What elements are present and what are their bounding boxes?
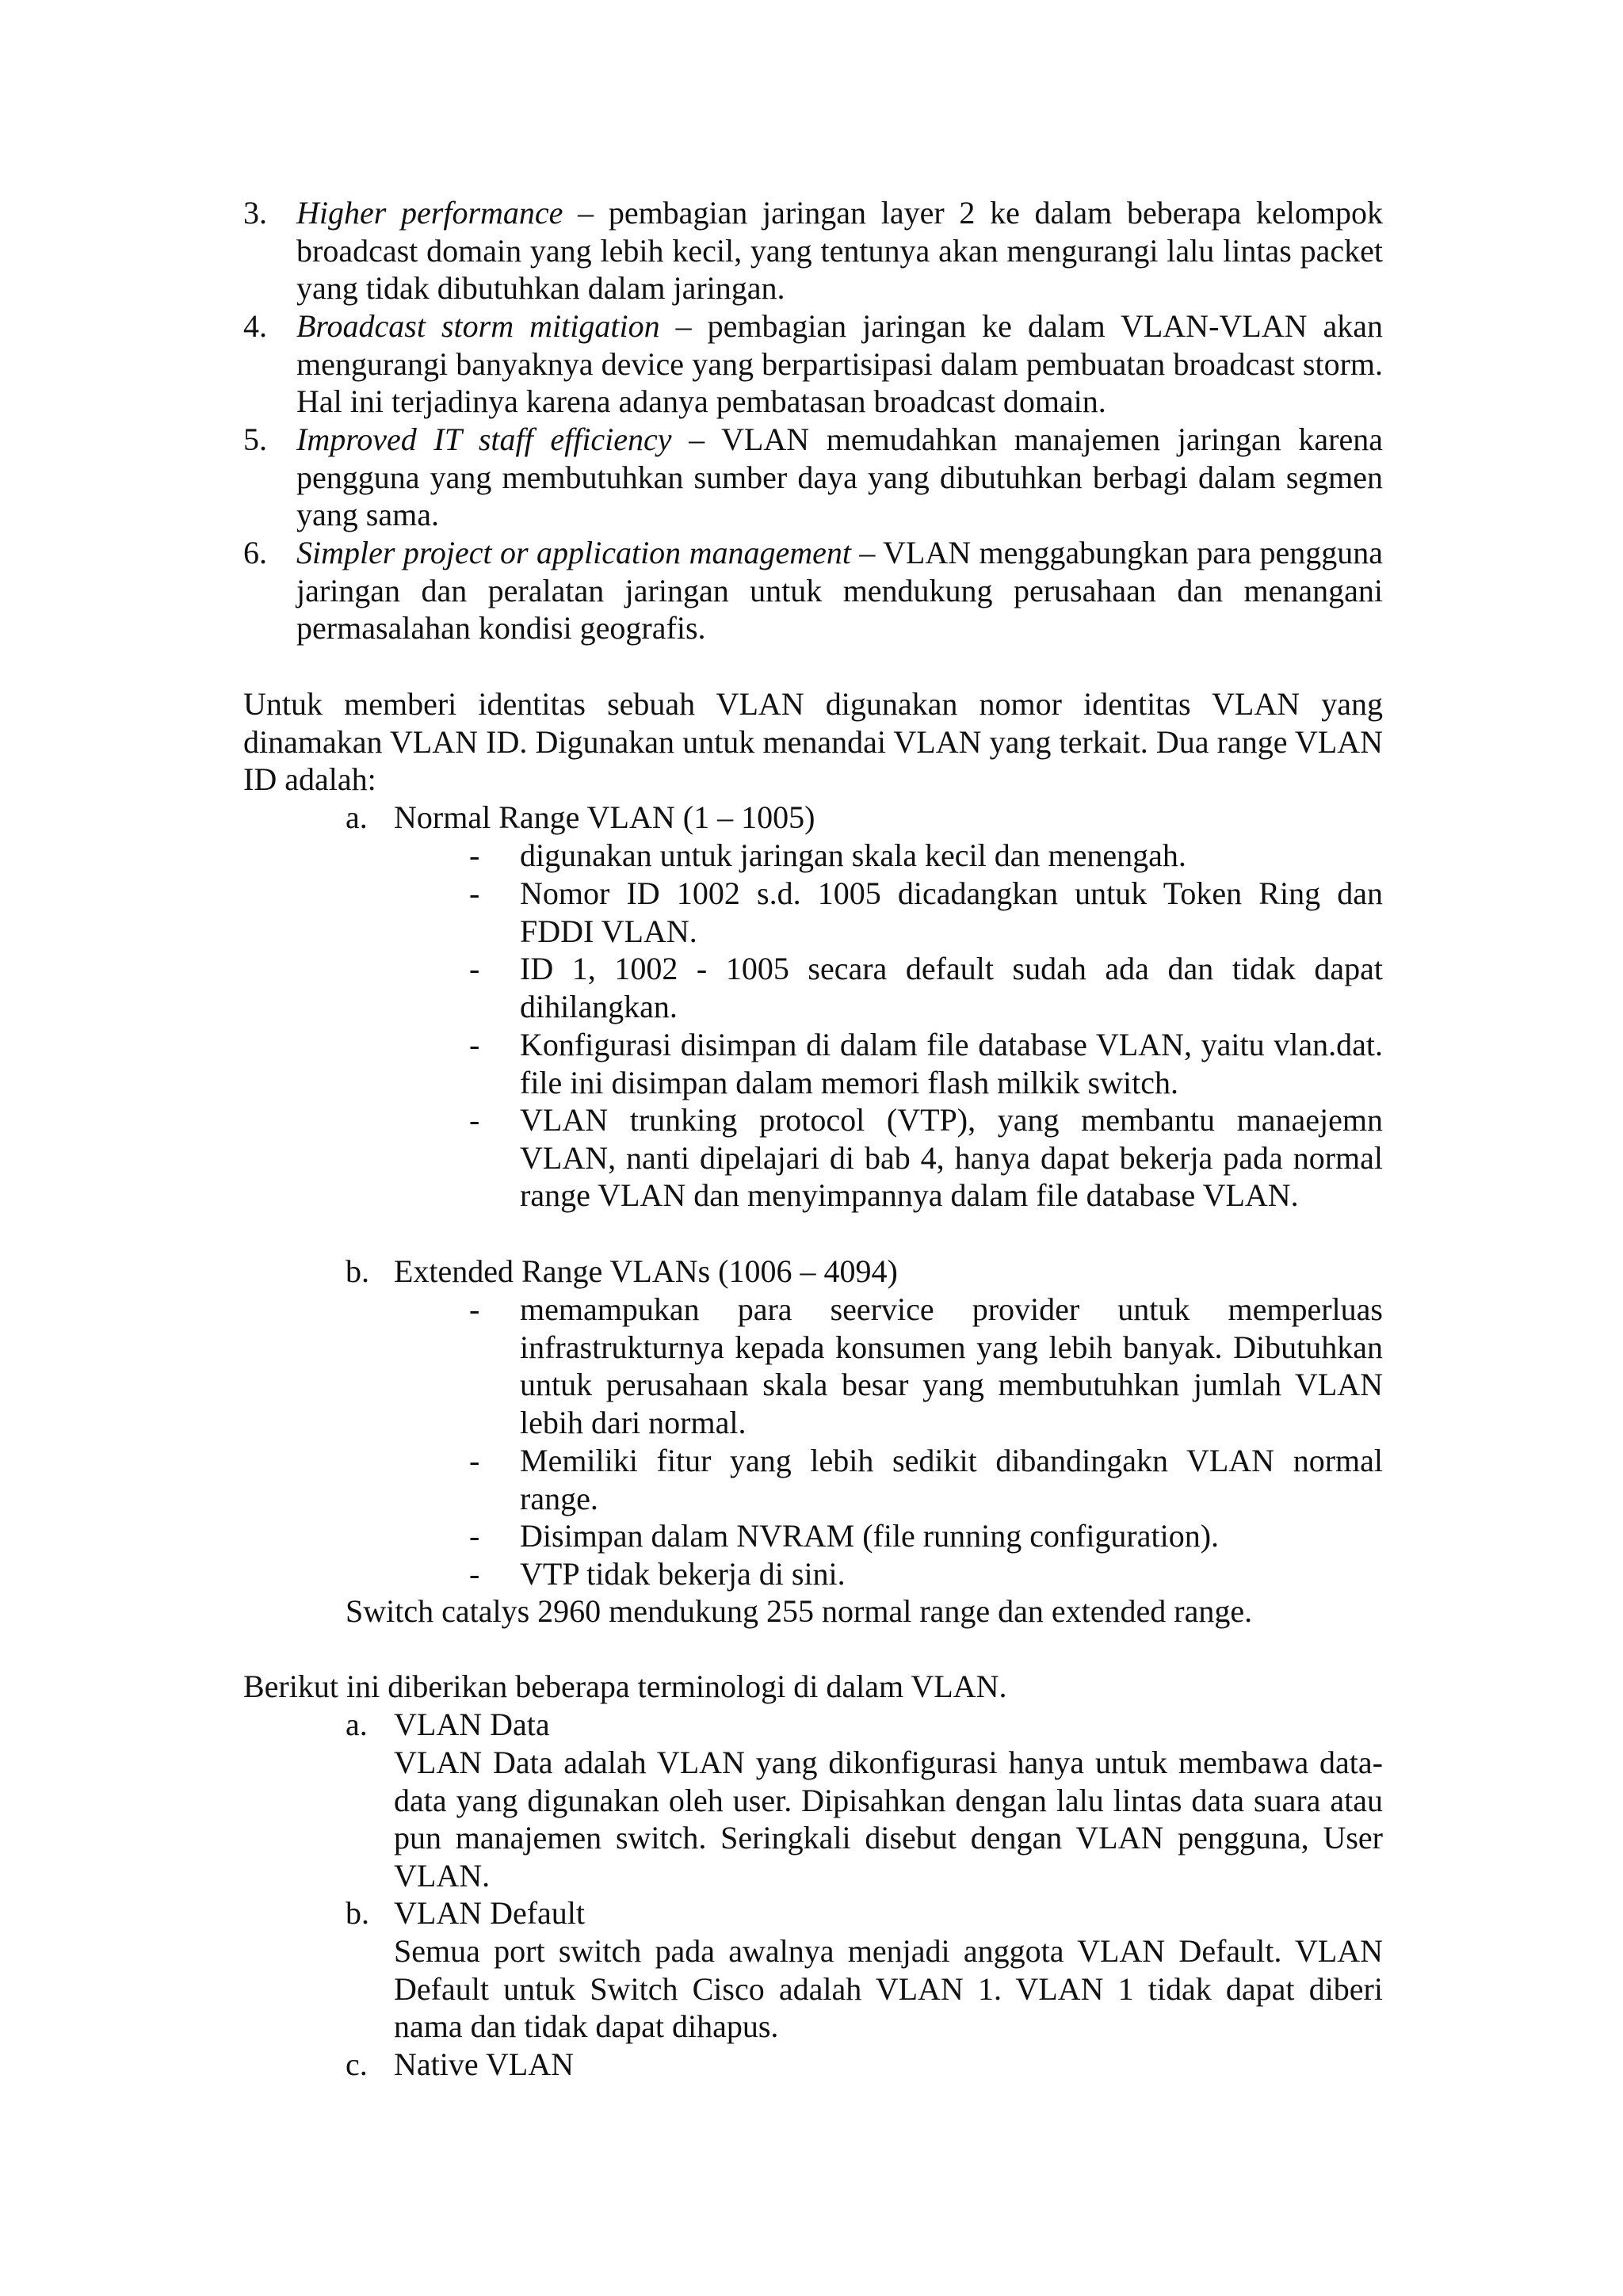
extended-range-item [469, 1442, 1383, 1517]
benefit-term: Broadcast storm mitigation [296, 308, 660, 344]
normal-range-item-text: VLAN trunking protocol (VTP), yang membantu manaejemn VLAN, nanti dipelajari di bab 4, hanya dapat bekerja pada normal range VLAN dan menyimpannya dalam file database VLAN. [520, 1102, 1383, 1213]
list-item-body [296, 534, 1383, 647]
extended-range-item [469, 1291, 1383, 1441]
normal-range-item-text: Konfigurasi disimpan di dalam file database VLAN, yaitu vlan.dat. file ini disimpan dalam memori flash milkik switch. [520, 1027, 1383, 1100]
normal-range-item [469, 837, 1383, 875]
list-number: 6. [243, 535, 267, 570]
dash-bullet: - [469, 951, 480, 986]
term-heading-native-vlan [346, 2046, 1383, 2084]
benefit-item-5 [243, 421, 1383, 534]
extended-range-item-text: Memiliki fitur yang lebih sedikit dibandingakn VLAN normal range. [520, 1443, 1383, 1516]
list-item-body [296, 307, 1383, 421]
extended-range-item-text: VTP tidak bekerja di sini. [520, 1556, 846, 1592]
term-heading-vlan-default [346, 1894, 1383, 1932]
term-label: VLAN Data [394, 1707, 550, 1742]
dash-bullet: - [469, 1518, 480, 1554]
list-letter: b. [346, 1895, 369, 1931]
dash-bullet: - [469, 875, 480, 911]
benefit-item-6 [243, 534, 1383, 647]
extended-range-item [469, 1555, 1383, 1593]
benefit-term: Improved IT staff efficiency [296, 421, 672, 457]
normal-range-item [469, 875, 1383, 950]
list-number: 4. [243, 308, 267, 344]
terminology-intro: Berikut ini diberikan beberapa terminologi di dalam VLAN. [243, 1669, 1007, 1704]
benefit-text: – pembagian jaringan ke dalam VLAN-VLAN akan mengurangi banyaknya device yang berpartisipasi dalam pembuatan broadcast storm. Hal ini terjadinya karena adanya pembatasan broadcast domain. [296, 308, 1383, 419]
switch-note: Switch catalys 2960 mendukung 255 normal range dan extended range. [346, 1593, 1253, 1629]
list-letter: c. [346, 2046, 368, 2082]
list-letter: a. [346, 1707, 368, 1742]
benefit-term: Simpler project or application management [296, 535, 851, 570]
benefit-term: Higher performance [296, 195, 563, 231]
dash-bullet: - [469, 1556, 480, 1592]
benefit-item-4 [243, 307, 1383, 421]
normal-range-item [469, 1026, 1383, 1101]
benefit-text: – pembagian jaringan layer 2 ke dalam beberapa kelompok broadcast domain yang lebih kecil, yang tentunya akan mengurangi lalu lintas packet yang tidak dibutuhkan dalam jaringan. [296, 195, 1383, 306]
dash-bullet: - [469, 837, 480, 873]
term-label: VLAN Default [394, 1895, 586, 1931]
term-label: Native VLAN [394, 2046, 574, 2082]
normal-range-heading [346, 799, 1383, 837]
list-item-body [296, 194, 1383, 307]
term-description-vlan-data: VLAN Data adalah VLAN yang dikonfigurasi hanya untuk membawa data-data yang digunakan oleh user. Dipisahkan dengan lalu lintas data suara atau pun manajemen switch. Seringkali disebut dengan VLAN pengguna, User VLAN. [394, 1745, 1383, 1894]
dash-bullet: - [469, 1443, 480, 1478]
term-heading-vlan-data [346, 1706, 1383, 1744]
benefit-text: – VLAN memudahkan manajemen jaringan karena pengguna yang membutuhkan sumber daya yang dibutuhkan berbagi dalam segmen yang sama. [296, 421, 1383, 532]
dash-bullet: - [469, 1102, 480, 1138]
dash-bullet: - [469, 1291, 480, 1327]
extended-range-heading [346, 1253, 1383, 1291]
benefit-item-3 [243, 194, 1383, 307]
dash-bullet: - [469, 1027, 480, 1062]
term-description-vlan-default: Semua port switch pada awalnya menjadi anggota VLAN Default. VLAN Default untuk Switch Cisco adalah VLAN 1. VLAN 1 tidak dapat diberi nama dan tidak dapat dihapus. [394, 1933, 1383, 2044]
normal-range-item-text: digunakan untuk jaringan skala kecil dan menengah. [520, 837, 1186, 873]
normal-range-label: Normal Range VLAN (1 – 1005) [394, 799, 815, 835]
normal-range-item-text: ID 1, 1002 - 1005 secara default sudah ada dan tidak dapat dihilangkan. [520, 951, 1383, 1024]
extended-range-item [469, 1517, 1383, 1555]
vlan-id-intro-paragraph: Untuk memberi identitas sebuah VLAN digunakan nomor identitas VLAN yang dinamakan VLAN ID. Digunakan untuk menandai VLAN yang terkait. Dua range VLAN ID adalah: [243, 686, 1383, 797]
normal-range-item-text: Nomor ID 1002 s.d. 1005 dicadangkan untuk Token Ring dan FDDI VLAN. [520, 875, 1383, 949]
extended-range-label: Extended Range VLANs (1006 – 4094) [394, 1253, 898, 1289]
normal-range-item [469, 950, 1383, 1025]
list-letter: a. [346, 799, 368, 835]
list-item-body [296, 421, 1383, 534]
extended-range-item-text: memampukan para seervice provider untuk memperluas infrastrukturnya kepada konsumen yang lebih banyak. Dibutuhkan untuk perusahaan skala besar yang membutuhkan jumlah VLAN lebih dari normal. [520, 1291, 1383, 1440]
benefit-text: – VLAN menggabungkan para pengguna jaringan dan peralatan jaringan untuk mendukung perusahaan dan menangani permasalahan kondisi geografis. [296, 535, 1383, 646]
list-letter: b. [346, 1253, 369, 1289]
list-number: 5. [243, 421, 267, 457]
normal-range-item [469, 1101, 1383, 1215]
extended-range-item-text: Disimpan dalam NVRAM (file running configuration). [520, 1518, 1220, 1554]
list-number: 3. [243, 195, 267, 231]
